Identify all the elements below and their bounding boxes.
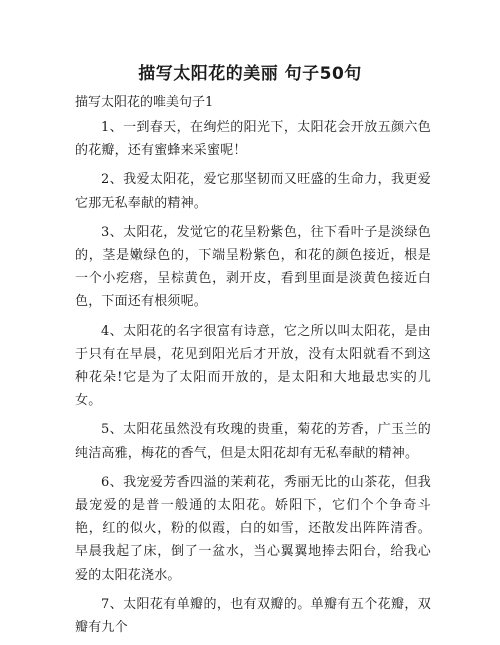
paragraph-6: 6、我宠爱芳香四溢的茉莉花，秀丽无比的山茶花，但我最宠爱的是普一般通的太阳花。娇阳下，它们个个争奇斗艳，红的似火，粉的似霞，白的如雪，还散发出阵阵清香。早晨我起了床，倒了一盆水，当心翼翼地捧去阳台，给我心爱的太阳花浇水。 xyxy=(75,474,431,583)
document-body xyxy=(75,116,431,645)
paragraph-7: 7、太阳花有单瓣的，也有双瓣的。单瓣有五个花瓣，双瓣有九个 xyxy=(75,596,431,636)
paragraph-1: 1、一到春天，在绚烂的阳光下，太阳花会开放五颜六色的花瓣，还有蜜蜂来采蜜呢！ xyxy=(75,120,431,159)
paragraph-2: 2、我爱太阳花，爱它那坚韧而又旺盛的生命力，我更爱它那无私奉献的精神。 xyxy=(75,172,431,211)
paragraph-5: 5、太阳花虽然没有玫瑰的贵重，菊花的芳香，广玉兰的纯洁高雅，梅花的香气，但是太阳花却有无私奉献的精神。 xyxy=(75,422,431,461)
document-title: 描写太阳花的美丽 句子50句 xyxy=(138,64,362,84)
section-subtitle: 描写太阳花的唯美句子1 xyxy=(75,95,214,110)
paragraph-3: 3、太阳花，发觉它的花呈粉紫色，往下看叶子是淡绿色的，茎是嫩绿色的，下端呈粉紫色，和花的颜色接近，根是一个小疙瘩，呈棕黄色，剥开皮，看到里面是淡黄色接近白色，下面还有根须呢。 xyxy=(75,224,431,310)
paragraph-4: 4、太阳花的名字很富有诗意，它之所以叫太阳花，是由于只有在早晨，花见到阳光后才开放，没有太阳就看不到这种花朵!它是为了太阳而开放的，是太阳和大地最忠实的儿女。 xyxy=(75,323,431,409)
